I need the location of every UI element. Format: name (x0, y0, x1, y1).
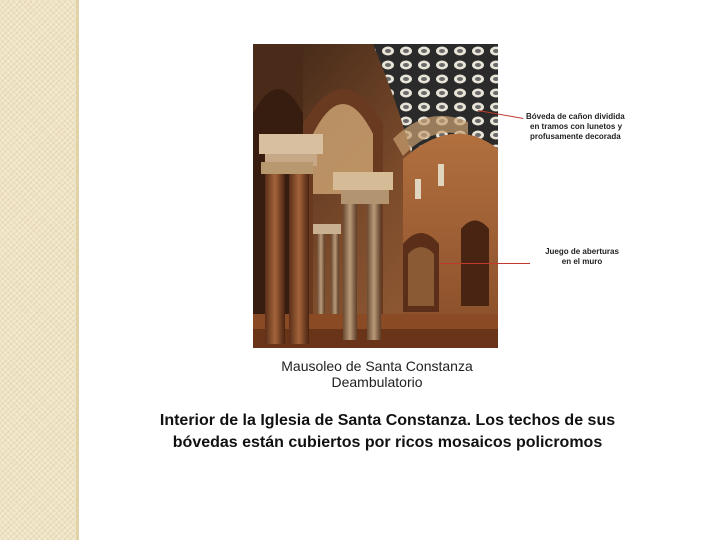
callout-line: Bóveda de cañon dividida (526, 112, 625, 121)
photo-caption (265, 358, 489, 390)
decorative-side-strip (0, 0, 79, 540)
callout-line: Juego de aberturas (545, 247, 619, 256)
slide-body-text (115, 410, 660, 454)
body-text-line: Interior de la Iglesia de Santa Constanza. Los techos de sus (159, 412, 616, 429)
callout-line: en tramos con lunetos y (530, 122, 623, 131)
callout-line: profusamente decorada (530, 132, 621, 141)
callout-openings (532, 247, 632, 267)
photo-caption-line: Deambulatorio (331, 374, 423, 390)
church-interior-photo (253, 44, 498, 348)
photo-caption-line: Mausoleo de Santa Constanza (281, 358, 473, 374)
callout-line: en el muro (561, 257, 603, 266)
body-text-line: bóvedas están cubiertos por ricos mosaicos policromos (172, 434, 603, 451)
callout-leader-line (440, 263, 530, 264)
callout-vault (526, 112, 656, 142)
